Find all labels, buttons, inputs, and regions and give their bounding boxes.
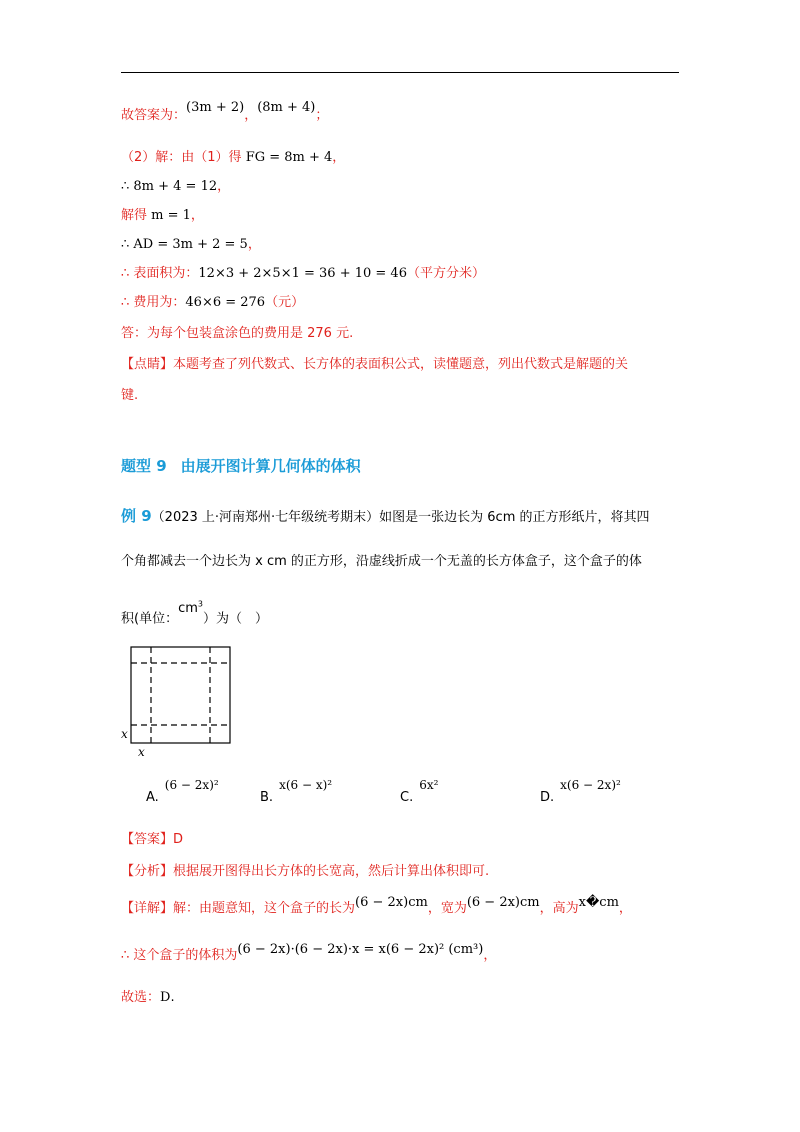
part2-math: FG = 8m + 4 xyxy=(245,150,333,165)
solution-final xyxy=(121,988,175,1008)
volume-expr: (6 − 2x)·(6 − 2x)·x = x(6 − 2x)² (cm³) xyxy=(237,942,484,957)
example-text-3a: 积(单位： xyxy=(121,611,179,627)
part2-text: ∴ 费用为： xyxy=(121,295,186,310)
section-label: 题型 9 xyxy=(121,457,167,475)
section-heading xyxy=(121,455,361,476)
detail-text: ，宽为 xyxy=(427,901,467,916)
part2-end: ， xyxy=(190,208,204,223)
part2-text: （2）解：由（1）得 xyxy=(121,150,246,165)
part2-line-5 xyxy=(121,264,485,284)
final-choice: D xyxy=(160,990,171,1005)
solution-detail xyxy=(121,895,632,919)
answer-sep: ， xyxy=(244,108,258,123)
part2-line-1 xyxy=(121,148,345,168)
header-rule xyxy=(121,72,679,73)
example-line-3 xyxy=(121,600,268,629)
example-text-3b: ）为（ ） xyxy=(202,611,268,627)
answer-expr-2: (8m + 4) xyxy=(257,100,316,115)
detail-width: (6 − 2x)cm xyxy=(466,895,540,910)
option-expr: x(6 − 2x)² xyxy=(560,778,621,792)
part2-conclusion: 答：为每个包装盒涂色的费用是 276 元. xyxy=(121,326,354,341)
part2-line-3 xyxy=(121,206,204,226)
part2-unit: （元） xyxy=(265,295,305,310)
part2-end: ， xyxy=(217,179,231,194)
solution-analysis: 【分析】根据展开图得出长方体的长宽高，然后计算出体积即可. xyxy=(121,864,490,879)
option-expr: x(6 − x)² xyxy=(279,778,333,792)
part2-math: 46×6 = 276 xyxy=(185,295,266,310)
final-end: . xyxy=(170,990,175,1005)
detail-text: ，高为 xyxy=(539,901,579,916)
final-text: 故选： xyxy=(121,990,161,1005)
volume-end: ， xyxy=(483,948,497,963)
section-title: 由展开图计算几何体的体积 xyxy=(180,457,361,475)
detail-height: x�cm xyxy=(578,895,619,910)
detail-text: 【详解】解：由题意知，这个盒子的长为 xyxy=(121,901,356,916)
option-c[interactable] xyxy=(400,778,439,805)
option-letter: A. xyxy=(146,790,159,805)
option-expr: 6x² xyxy=(419,778,439,792)
part2-line-2 xyxy=(121,177,230,197)
part2-math: ∴ AD = 3m + 2 = 5 xyxy=(121,237,248,252)
solution-volume xyxy=(121,942,497,966)
option-b[interactable] xyxy=(260,778,333,805)
answer-prev-line xyxy=(121,100,329,126)
unit-cm: cm xyxy=(178,601,198,617)
detail-length: (6 − 2x)cm xyxy=(355,895,428,910)
option-d[interactable] xyxy=(540,778,621,805)
solution-answer: 【答案】D xyxy=(121,832,184,847)
part2-math: ∴ 8m + 4 = 12 xyxy=(121,179,218,194)
unit-exp: 3 xyxy=(197,600,203,609)
part2-line-6 xyxy=(121,293,304,313)
example-text-1: （2023 上·河南郑州·七年级统考期末）如图是一张边长为 6cm 的正方形纸片，将其四 xyxy=(151,510,650,525)
part2-end: ， xyxy=(332,150,346,165)
label-x-side: x xyxy=(121,727,128,741)
example-tag: 例 9 xyxy=(121,507,152,525)
part2-math: m = 1 xyxy=(151,208,191,223)
part2-text: ∴ 表面积为： xyxy=(121,266,199,281)
option-letter: B. xyxy=(260,790,274,805)
answer-end: ； xyxy=(315,108,329,123)
part2-line-4 xyxy=(121,235,261,255)
detail-text: ， xyxy=(618,901,632,916)
option-letter: D. xyxy=(540,790,555,805)
option-letter: C. xyxy=(400,790,414,805)
option-a[interactable] xyxy=(146,778,219,805)
answer-expr-1: (3m + 2) xyxy=(186,100,245,115)
answer-prefix: 故答案为： xyxy=(121,108,187,123)
example-line-1 xyxy=(121,506,650,528)
comment-line-1: 【点睛】本题考查了列代数式、长方体的表面积公式，读懂题意，列出代数式是解题的关 xyxy=(121,357,629,372)
label-x-bottom: x xyxy=(138,745,145,759)
volume-text: ∴ 这个盒子的体积为 xyxy=(121,948,238,963)
part2-unit: （平方分米） xyxy=(406,266,485,281)
comment-line-2: 键. xyxy=(121,388,139,403)
part2-end: ， xyxy=(247,237,261,252)
unfolded-box-diagram xyxy=(118,645,238,760)
part2-text: 解得 xyxy=(121,208,152,223)
example-line-2: 个角都减去一个边长为 x cm 的正方形，沿虚线折成一个无盖的长方体盒子，这个盒子的体 xyxy=(121,554,642,569)
option-expr: (6 − 2x)² xyxy=(164,778,219,792)
part2-math: 12×3 + 2×5×1 = 36 + 10 = 46 xyxy=(198,266,407,281)
square-outline xyxy=(131,647,230,743)
